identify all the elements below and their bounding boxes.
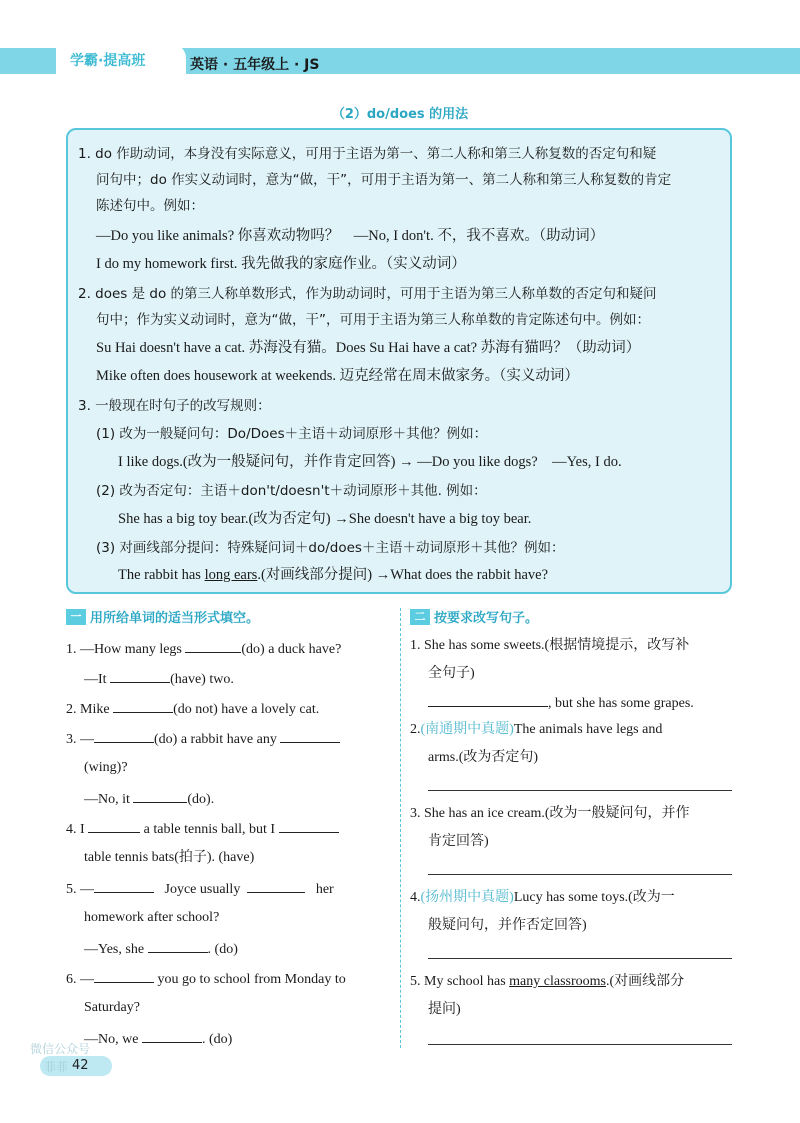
answer-blank[interactable] xyxy=(279,819,339,833)
rule-text: (3) 对画线部分提问：特殊疑问词＋do/does＋主语＋动词原形＋其他？例如： xyxy=(96,540,565,556)
brand-logo: 学霸·提高班 xyxy=(70,53,146,69)
answer-blank[interactable] xyxy=(142,1029,202,1043)
question: —No, it (do). xyxy=(84,789,214,809)
exercise1-title: 用所给单词的适当形式填空。 xyxy=(90,611,260,626)
rule-text: 3. 一般现在时句子的改写规则： xyxy=(78,398,271,414)
exercise2-title: 按要求改写句子。 xyxy=(434,611,539,626)
answer-line[interactable] xyxy=(428,958,732,959)
rule-text: 句中；作为实义动词时，意为“做，干”，可用于主语为第三人称单数的肯定陈述句中。例如： xyxy=(96,312,650,328)
question: 2.(南通期中真题)The animals have legs and xyxy=(410,722,663,737)
question: 4.(扬州期中真题)Lucy has some toys.(改为一 xyxy=(410,890,675,905)
question: —No, we . (do) xyxy=(84,1029,232,1049)
answer-blank[interactable] xyxy=(133,789,187,803)
rule-text: 2. does 是 do 的第三人称单数形式，作为助动词时，可用于主语为第三人称单数的否定句和疑问 xyxy=(78,286,657,302)
question: 1. She has some sweets.(根据情境提示，改写补 xyxy=(410,638,690,653)
answer-blank[interactable] xyxy=(247,879,305,893)
section-title: （2）do/does 的用法 xyxy=(331,107,469,122)
question: 6. — you go to school from Monday to xyxy=(66,969,346,989)
column-divider xyxy=(400,608,401,1048)
answer-blank[interactable] xyxy=(94,729,154,743)
question: 5. My school has many classrooms.(对画线部分 xyxy=(410,974,685,989)
rule-example: She has a big toy bear.(改为否定句) →She doesn't have a big toy bear. xyxy=(118,511,532,527)
rule-text: 1. do 作助动词，本身没有实际意义，可用于主语为第一、第二人称和第三人称复数的否定句和疑 xyxy=(78,146,657,162)
answer-blank[interactable] xyxy=(110,669,170,683)
watermark: 菲菲 xyxy=(44,1060,69,1074)
question: 1. —How many legs (do) a duck have? xyxy=(66,639,341,659)
answer-blank[interactable] xyxy=(88,819,140,833)
question: arms.(改为否定句) xyxy=(428,750,539,765)
rule-example: I do my homework first. 我先做我的家庭作业。（实义动词） xyxy=(96,256,466,272)
answer-line[interactable] xyxy=(428,1044,732,1045)
subject-label: 英语 · 五年级上 · JS xyxy=(190,57,320,73)
question: —It (have) two. xyxy=(84,669,234,689)
answer-line[interactable] xyxy=(428,790,732,791)
exercise1-heading xyxy=(66,607,259,626)
rule-example: —Do you like animals? 你喜欢动物吗？ —No, I don't. 不，我不喜欢。（助动词） xyxy=(96,228,605,244)
answer-blank[interactable] xyxy=(94,879,154,893)
rule-example: I like dogs.(改为一般疑问句，并作肯定回答) → —Do you like dogs? —Yes, I do. xyxy=(118,454,622,470)
question: , but she has some grapes. xyxy=(428,693,694,713)
answer-blank[interactable] xyxy=(94,969,154,983)
rule-example: The rabbit has long ears.(对画线部分提问) →What does the rabbit have? xyxy=(118,567,549,583)
exercise1-badge: 一 xyxy=(66,609,86,625)
answer-blank[interactable] xyxy=(113,699,173,713)
question: 般疑问句，并作否定回答) xyxy=(428,918,587,933)
question: homework after school? xyxy=(84,910,220,925)
question: 3. — (do) a rabbit have any xyxy=(66,729,340,749)
question: 4. I a table tennis ball, but I xyxy=(66,819,339,839)
rule-example: Su Hai doesn't have a cat. 苏海没有猫。Does Su Hai have a cat? 苏海有猫吗？（助动词） xyxy=(96,340,641,356)
question: Saturday? xyxy=(84,1000,140,1015)
rule-text: 问句中；do 作实义动词时，意为“做，干”，可用于主语为第一、第二人称和第三人称复数的肯定 xyxy=(96,172,672,188)
question: 肯定回答) xyxy=(428,834,489,849)
exercise2-badge: 二 xyxy=(410,609,430,625)
exercise2-heading xyxy=(410,607,538,626)
question: 5. — Joyce usually her xyxy=(66,879,334,899)
question: (wing)? xyxy=(84,760,128,775)
question: 提问) xyxy=(428,1002,461,1017)
rule-text: (2) 改为否定句：主语＋don't/doesn't＋动词原形＋其他. 例如： xyxy=(96,483,487,499)
watermark: 微信公众号 xyxy=(30,1042,91,1056)
question: 全句子) xyxy=(428,666,475,681)
page-number: 42 xyxy=(72,1058,89,1073)
question: —Yes, she . (do) xyxy=(84,939,238,959)
answer-line[interactable] xyxy=(428,874,732,875)
answer-blank[interactable] xyxy=(148,939,208,953)
rule-text: (1) 改为一般疑问句：Do/Does＋主语＋动词原形＋其他？例如： xyxy=(96,426,488,442)
answer-blank[interactable] xyxy=(280,729,340,743)
answer-blank[interactable] xyxy=(185,639,241,653)
answer-blank[interactable] xyxy=(428,693,548,707)
question: 2. Mike (do not) have a lovely cat. xyxy=(66,699,319,719)
rule-text: 陈述句中。例如： xyxy=(96,198,204,214)
question: table tennis bats(拍子). (have) xyxy=(84,850,255,865)
rule-example: Mike often does housework at weekends. 迈克经常在周末做家务。（实义动词） xyxy=(96,368,579,384)
question: 3. She has an ice cream.(改为一般疑问句，并作 xyxy=(410,806,690,821)
